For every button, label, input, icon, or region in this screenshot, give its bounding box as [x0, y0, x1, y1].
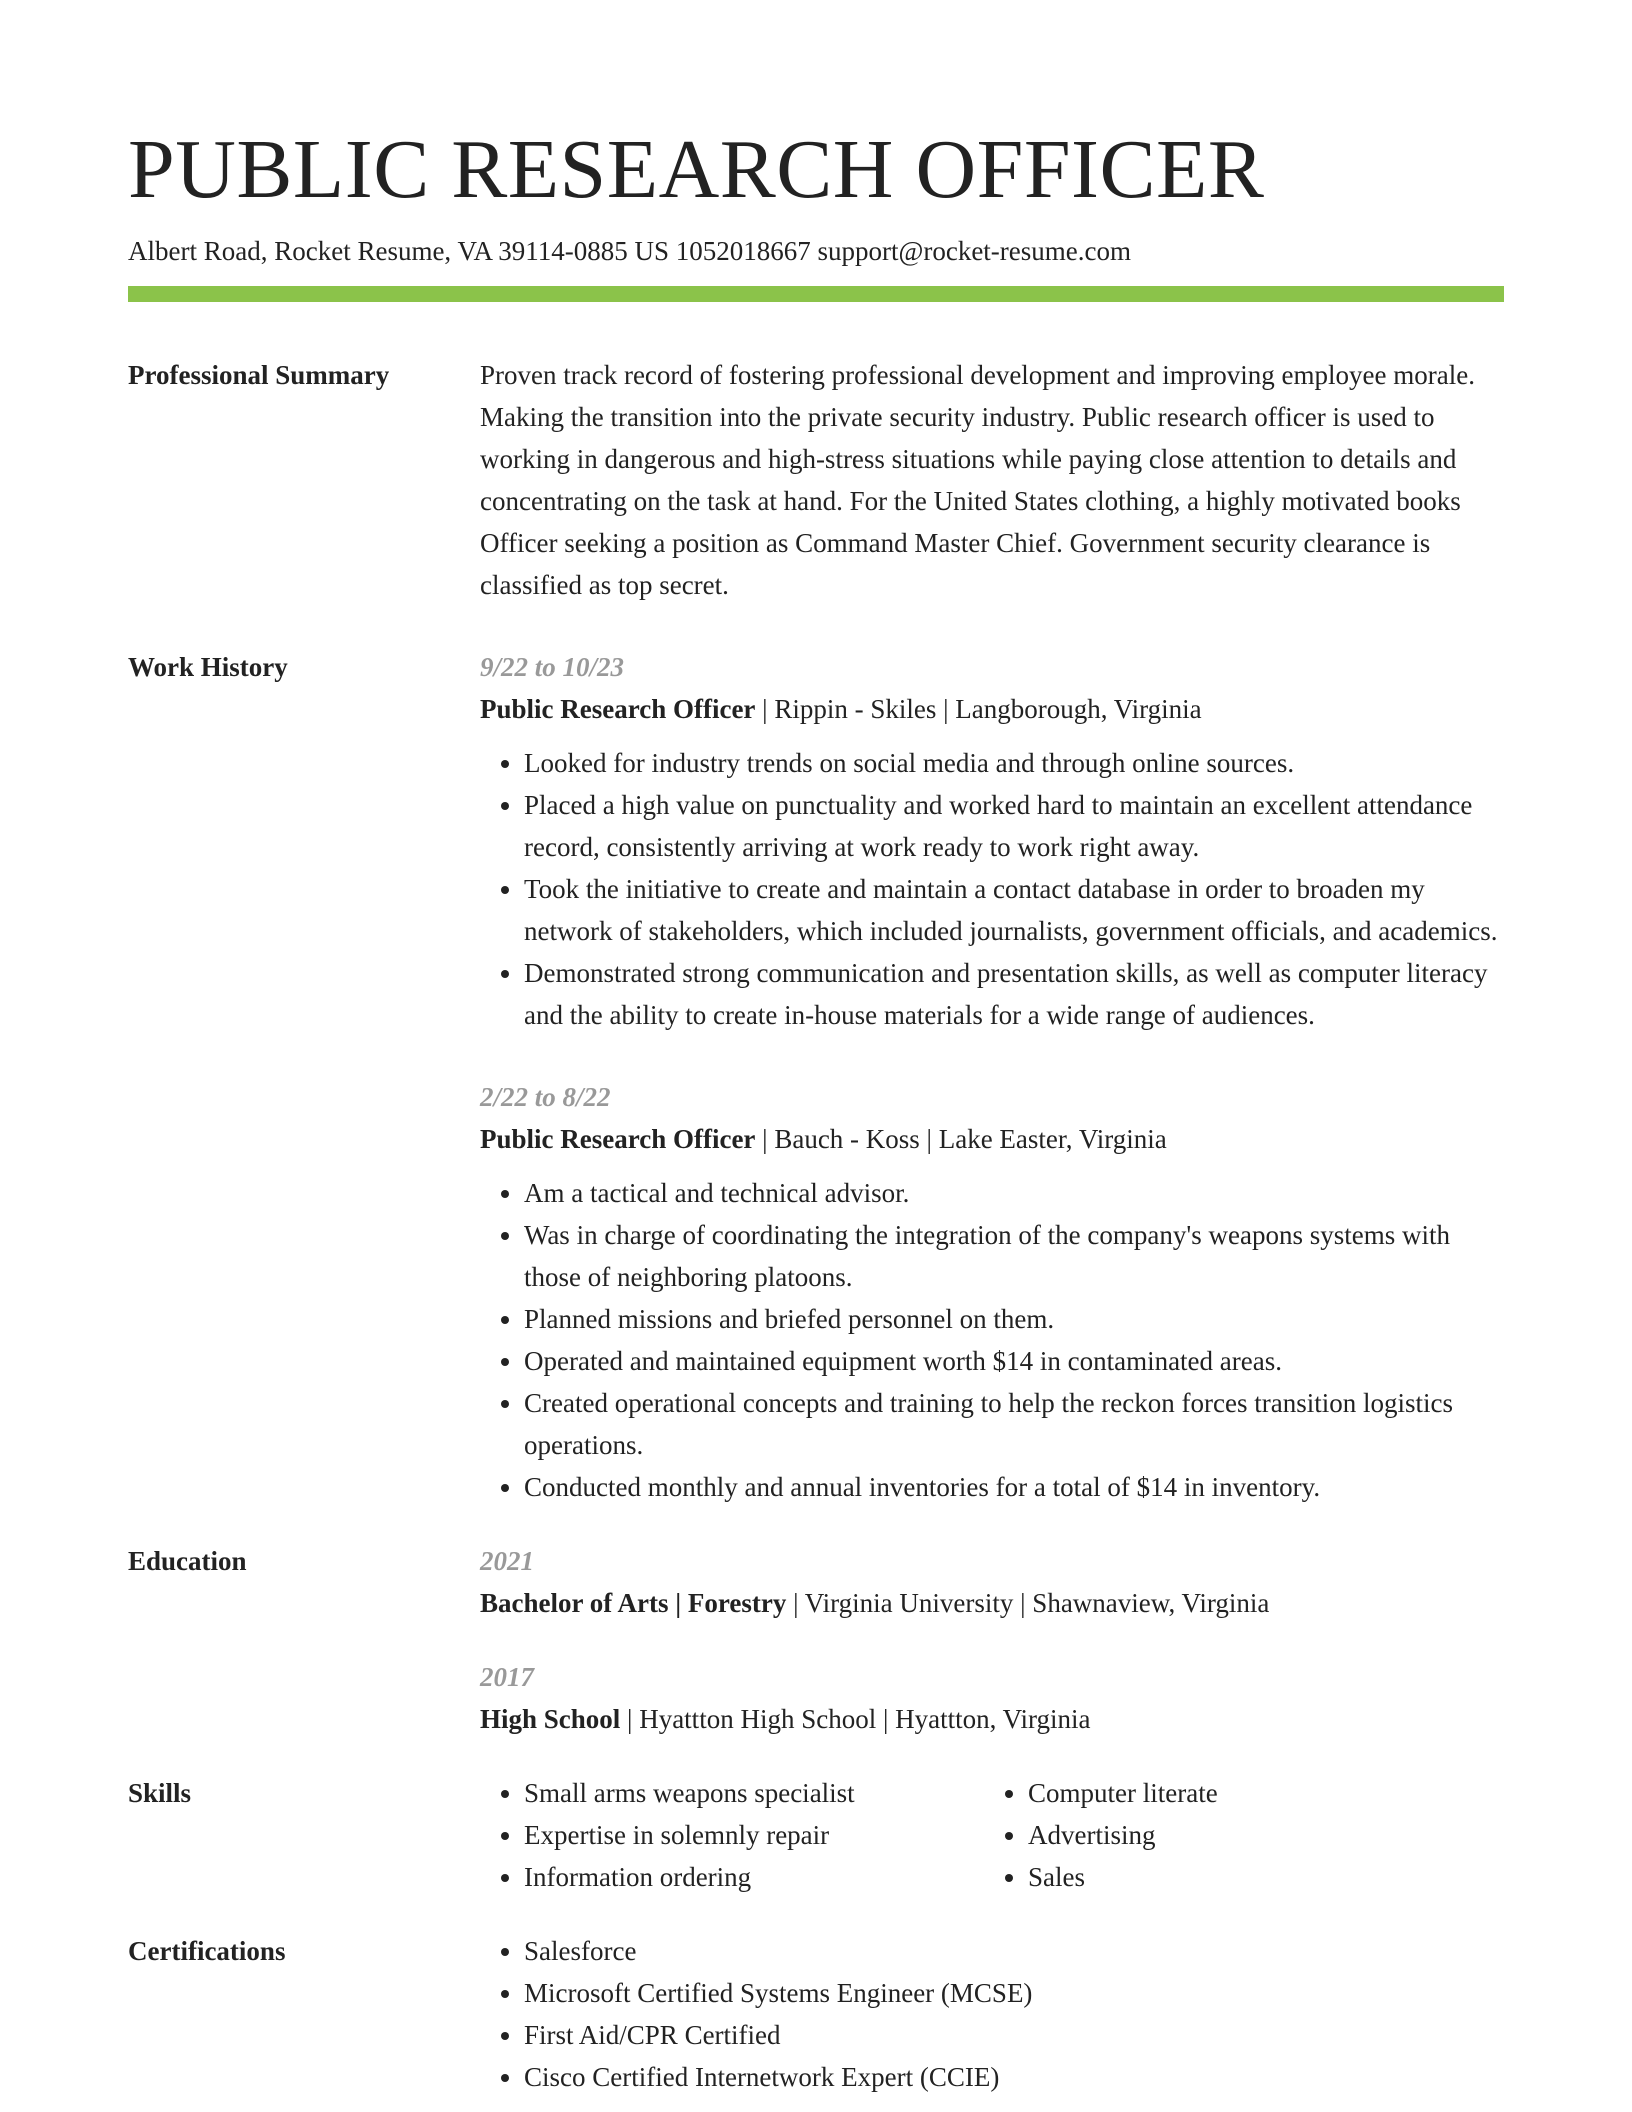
accent-divider — [128, 286, 1504, 302]
education-entry — [480, 1540, 1504, 1624]
job-dates: 2/22 to 8/22 — [480, 1082, 611, 1112]
education-details: | Hyattton High School | Hyattton, Virginia — [620, 1704, 1091, 1734]
certifications-section — [128, 1930, 1504, 2098]
education-line — [480, 1698, 1504, 1740]
job-bullets — [480, 1172, 1504, 1508]
education-degree: Bachelor of Arts | Forestry — [480, 1588, 787, 1618]
job-title-line — [480, 1118, 1504, 1160]
resume-name: PUBLIC RESEARCH OFFICER — [128, 123, 1265, 216]
job-details: | Rippin - Skiles | Langborough, Virginia — [755, 694, 1202, 724]
job-bullet: • Conducted monthly and annual inventories for a total of $14 in inventory. — [524, 1466, 1504, 1508]
job-bullet: • Placed a high value on punctuality and worked hard to maintain an excellent attendance record, consistently arriving at work ready to work right away. — [524, 784, 1504, 868]
job-bullet: • Demonstrated strong communication and presentation skills, as well as computer literacy and the ability to create in-house materials for a wide range of audiences. — [524, 952, 1504, 1036]
skills-section — [128, 1772, 1504, 1898]
skill-item: • Expertise in solemnly repair — [524, 1814, 984, 1856]
education-heading: Education — [128, 1546, 247, 1576]
job-details: | Bauch - Koss | Lake Easter, Virginia — [755, 1124, 1167, 1154]
skills-list — [984, 1772, 1504, 1898]
summary-text: Proven track record of fostering professional development and improving employee morale. Making the transition into the private security industry. Public research officer is used to working in dangerous and high-stress situations while paying close attention to details and concentrating on the task at hand. For the United States clothing, a highly motivated books Officer seeking a position as Command Master Chief. Government security clearance is classified as top secret. — [480, 360, 1475, 600]
summary-section — [128, 354, 1504, 606]
education-line — [480, 1582, 1504, 1624]
certifications-heading: Certifications — [128, 1936, 286, 1966]
skills-heading: Skills — [128, 1778, 192, 1808]
job-dates: 9/22 to 10/23 — [480, 652, 625, 682]
work-history-heading: Work History — [128, 652, 288, 682]
certification-item: • First Aid/CPR Certified — [524, 2014, 1504, 2056]
job-entry — [480, 646, 1504, 1036]
job-bullet: • Planned missions and briefed personnel on them. — [524, 1298, 1504, 1340]
summary-heading: Professional Summary — [128, 360, 390, 390]
job-bullet: • Looked for industry trends on social media and through online sources. — [524, 742, 1504, 784]
education-details: | Virginia University | Shawnaview, Virginia — [786, 1588, 1270, 1618]
contact-line: Albert Road, Rocket Resume, VA 39114-0885 US 1052018667 support@rocket-resume.com — [128, 236, 1131, 266]
work-history-section — [128, 646, 1504, 1508]
job-bullet: • Created operational concepts and training to help the reckon forces transition logistics operations. — [524, 1382, 1504, 1466]
job-bullets — [480, 742, 1504, 1036]
skill-item: • Computer literate — [1028, 1772, 1504, 1814]
job-bullet: • Operated and maintained equipment worth $14 in contaminated areas. — [524, 1340, 1504, 1382]
education-degree: High School — [480, 1704, 621, 1734]
skill-item: • Advertising — [1028, 1814, 1504, 1856]
certification-item: • Microsoft Certified Systems Engineer (MCSE) — [524, 1972, 1504, 2014]
education-year: 2017 — [480, 1662, 534, 1692]
education-section — [128, 1540, 1504, 1740]
skill-item: • Small arms weapons specialist — [524, 1772, 984, 1814]
skills-list — [480, 1772, 984, 1898]
job-role: Public Research Officer — [480, 1124, 756, 1154]
job-bullet: • Am a tactical and technical advisor. — [524, 1172, 1504, 1214]
education-year: 2021 — [480, 1546, 534, 1576]
job-entry — [480, 1076, 1504, 1508]
certifications-list — [480, 1930, 1504, 2098]
job-role: Public Research Officer — [480, 694, 756, 724]
certification-item: • Salesforce — [524, 1930, 1504, 1972]
job-bullet: • Took the initiative to create and maintain a contact database in order to broaden my network of stakeholders, which included journalists, government officials, and academics. — [524, 868, 1504, 952]
skill-item: • Information ordering — [524, 1856, 984, 1898]
job-title-line — [480, 688, 1504, 730]
resume-page — [128, 0, 1504, 2098]
skill-item: • Sales — [1028, 1856, 1504, 1898]
certification-item: • Cisco Certified Internetwork Expert (CCIE) — [524, 2056, 1504, 2098]
job-bullet: • Was in charge of coordinating the integration of the company's weapons systems with those of neighboring platoons. — [524, 1214, 1504, 1298]
education-entry — [480, 1656, 1504, 1740]
